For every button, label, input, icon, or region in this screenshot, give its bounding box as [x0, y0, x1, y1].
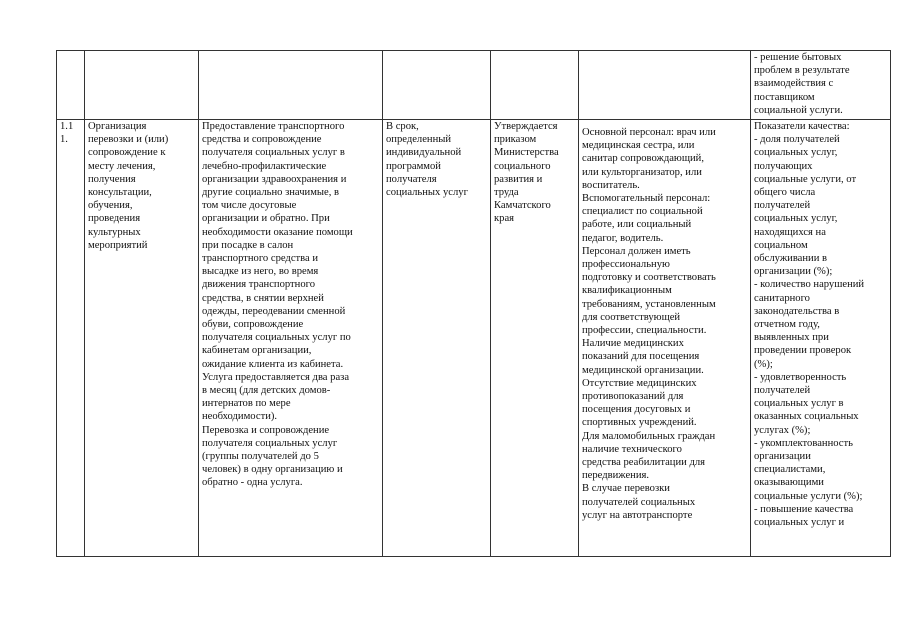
service-term: В срок, определенный индивидуальной программой получателя социальных услуг: [386, 121, 468, 199]
cell-service-description: [199, 51, 383, 120]
table-row-service-1-11: [57, 120, 891, 557]
service-description: Предоставление транспортного средства и сопровождение получателя социальных услуг в лечебно-профилактические организации здравоохранения и другие социально значимые, в том числе досуговые организации и обратно. При необходимости оказание помощи при посадке в салон транспортного средства и высадке из него, во время движения транспортного средства, в снятии верхней одежды, переодевании сменной обуви, сопровождение получателя социальных услуг по кабинетам организации, ожидание клиента из кабинета. Услуга предоставляется два раза в месяц (для детских домов- интернатов по мере необходимости). Перевозка и сопровождение получателя социальных услуг (группы получателей до 5 человек) в одну организацию и обратно - одна услуга.: [202, 121, 353, 489]
approval-text: Утверждается приказом Министерства социального развития и труда Камчатского края: [494, 121, 559, 225]
cell-quality-indicators: [751, 51, 891, 120]
quality-indicators: Показатели качества: - доля получателей социальных услуг, получающих социальные услуги, от общего числа получателей социальных услуг, находящихся на социальном обслуживании в организации (%); - количество нарушений санитарного законодательства в отчетном году, выявленных при проведении проверок (%); - удовлетворенность получателей социальных услуг в оказанных социальных услугах (%); - укомплектованность организации специалистами, оказывающими социальные услуги (%); - повышение качества социальных услуг и: [754, 121, 865, 529]
service-name: Организация перевозки и (или) сопровождение к месту лечения, получения консультации, обучения, проведения культурных мероприятий: [88, 121, 169, 251]
cell-service-description: [199, 120, 383, 557]
cell-staff-conditions: [579, 51, 751, 120]
cell-service-name: [85, 120, 199, 557]
cell-service-term: [383, 120, 491, 557]
indicators-text: - решение бытовых проблем в результате взаимодействия с поставщиком социальной услуги.: [754, 52, 850, 116]
cell-number: [57, 51, 85, 120]
row-number: 1.1 1.: [60, 121, 74, 146]
cell-service-term: [383, 51, 491, 120]
cell-quality-indicators: [751, 120, 891, 557]
services-standard-table: [56, 50, 891, 557]
table-row-continuation: [57, 51, 891, 120]
cell-staff-conditions: [579, 120, 751, 557]
staff-conditions: Основной персонал: врач или медицинская сестра, или санитар сопровождающий, или культорганизатор, или воспитатель. Вспомогательный персонал: специалист по социальной работе, или социальный педагог, водитель. Персонал должен иметь профессиональную подготовку и соответствовать квалификационным требованиям, установленным для соответствующей профессии, специальности. Наличие медицинских показаний для посещения медицинской организации. Отсутствие медицинских противопоказаний для посещения досуговых и спортивных учреждений. Для маломобильных граждан наличие технического средства реабилитации для передвижения. В случае перевозки получателей социальных услуг на автотранспорте: [582, 127, 716, 521]
cell-number: [57, 120, 85, 557]
cell-approval: [491, 120, 579, 557]
cell-service-name: [85, 51, 199, 120]
cell-approval: [491, 51, 579, 120]
